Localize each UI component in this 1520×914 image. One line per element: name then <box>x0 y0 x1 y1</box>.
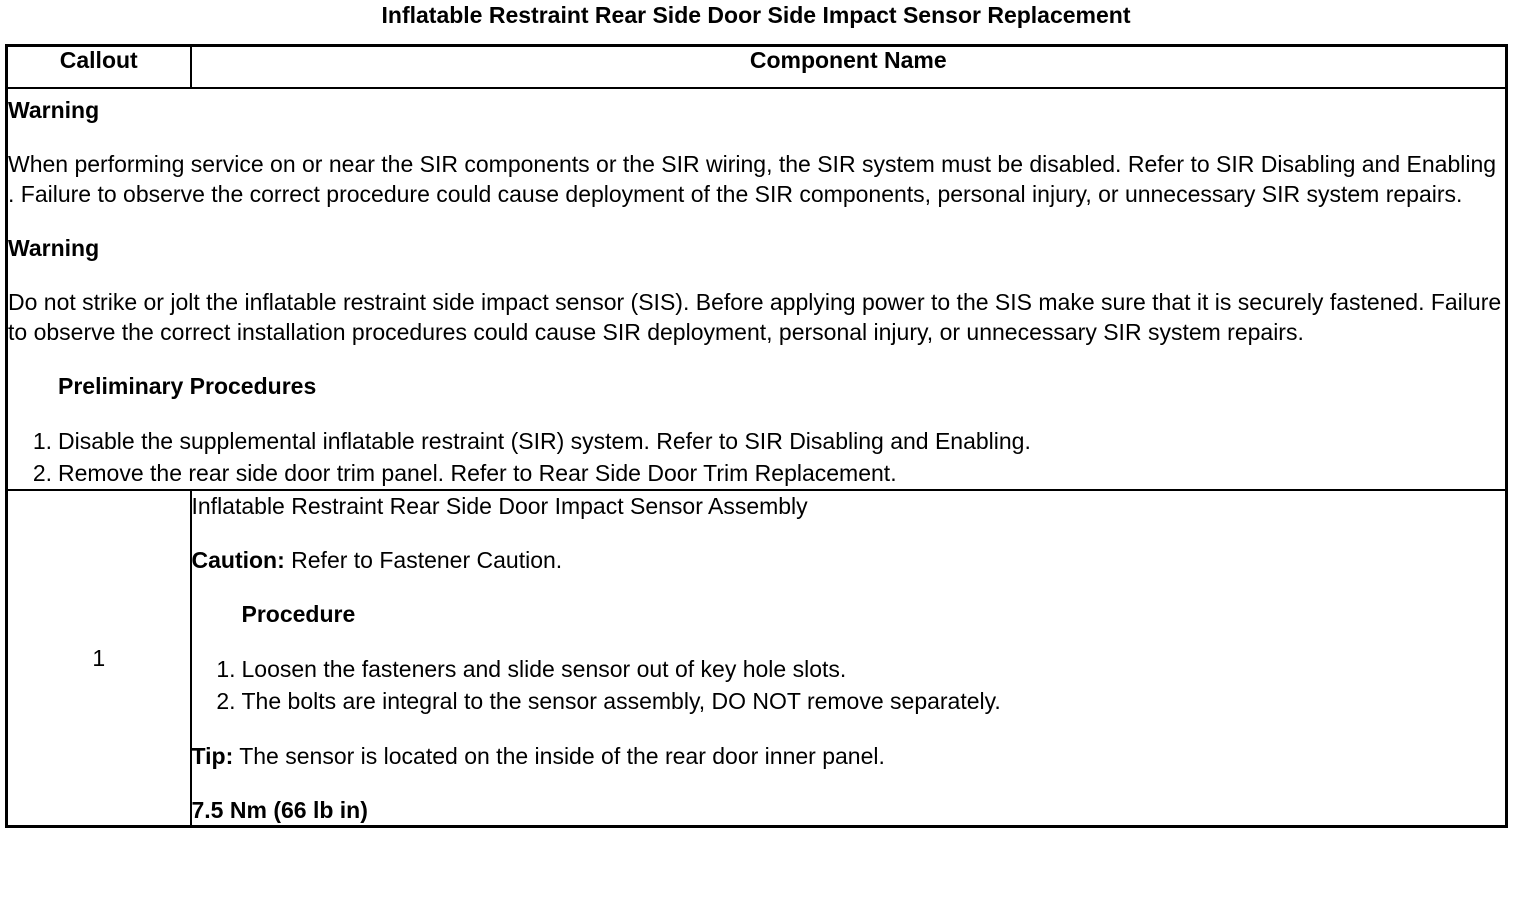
procedure-steps <box>192 653 1506 717</box>
step-text: Remove the rear side door trim panel. Refer to Rear Side Door Trim Replacement. <box>58 460 897 486</box>
warning-text: When performing service on or near the SIR components or the SIR wiring, the SIR system must be disabled. Refer to SIR Disabling and Enabling . Failure to observe the correct procedure could cause deployment of the SIR components, personal injury, or unnecessary SIR system repairs. <box>8 151 1497 207</box>
caution-text: Refer to Fastener Caution. <box>284 547 563 573</box>
step-text: The bolts are integral to the sensor assembly, DO NOT remove separately. <box>241 688 1001 714</box>
caution-label: Caution: <box>191 547 285 573</box>
page-title: Inflatable Restraint Rear Side Door Side Impact Sensor Replacement <box>381 2 1131 28</box>
step-number: 1. <box>32 428 52 454</box>
list-item <box>8 425 1505 457</box>
list-item <box>192 653 1506 685</box>
step-text: Loosen the fasteners and slide sensor out of key hole slots. <box>241 656 847 682</box>
table-row <box>7 490 1507 827</box>
warning-text: Do not strike or jolt the inflatable restraint side impact sensor (SIS). Before applying power to the SIS make sure that it is securely fastened. Failure to observe the correct installation procedures could cause SIR deployment, personal injury, or unnecessary SIR system repairs. <box>8 289 1502 345</box>
step-number: 2. <box>32 460 52 486</box>
step-number: 1. <box>216 656 236 682</box>
header-component-name: Component Name <box>191 46 1507 89</box>
list-item <box>192 685 1506 717</box>
caution-note <box>192 545 1506 575</box>
list-item <box>8 457 1505 489</box>
callout-number: 1 <box>7 490 191 827</box>
header-callout: Callout <box>7 46 191 89</box>
warning-label: Warning <box>8 97 100 123</box>
step-number: 2. <box>216 688 236 714</box>
component-name: Inflatable Restraint Rear Side Door Impact Sensor Assembly <box>191 493 808 519</box>
table-header-row <box>7 46 1507 89</box>
step-text: Disable the supplemental inflatable restraint (SIR) system. Refer to SIR Disabling and Enabling. <box>58 428 1031 454</box>
tip-text: The sensor is located on the inside of the rear door inner panel. <box>233 743 885 769</box>
tip-note <box>192 741 1506 771</box>
callout-table <box>5 44 1508 828</box>
preliminary-heading: Preliminary Procedures <box>58 373 317 399</box>
preliminary-steps <box>8 425 1505 489</box>
warnings-cell <box>7 88 1507 490</box>
tip-label: Tip: <box>191 743 234 769</box>
torque-spec: 7.5 Nm (66 lb in) <box>191 797 368 823</box>
warnings-row <box>7 88 1507 490</box>
component-cell <box>191 490 1507 827</box>
procedure-heading: Procedure <box>241 601 356 627</box>
warning-label: Warning <box>8 235 100 261</box>
